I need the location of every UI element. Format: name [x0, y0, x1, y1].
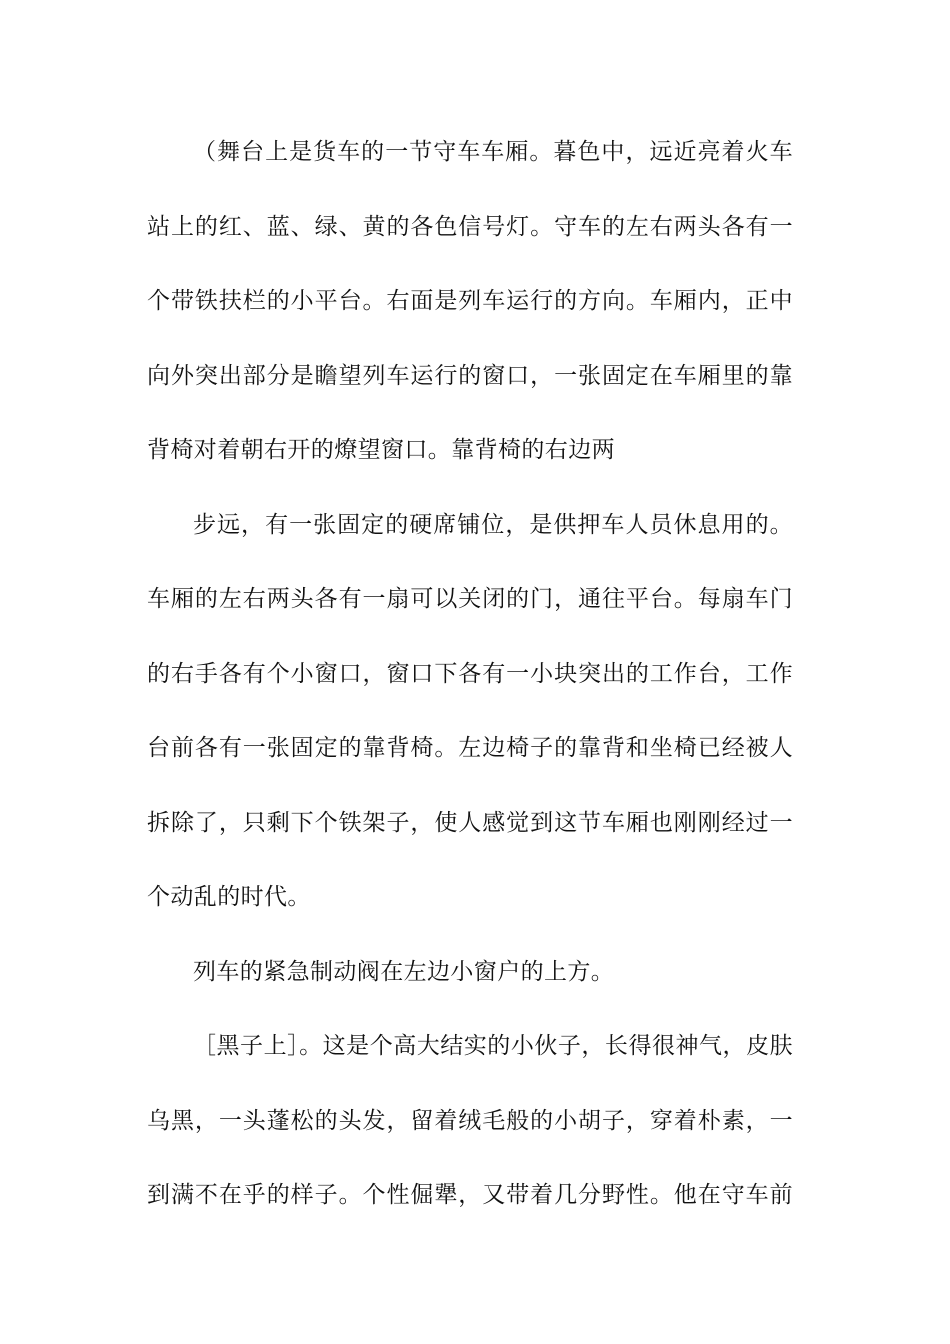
text-line-9: 台前各有一张固定的靠背椅。左边椅子的靠背和坐椅已经被人: [147, 735, 793, 761]
text-line-2: 站上的红、蓝、绿、黄的各色信号灯。守车的左右两头各有一: [147, 213, 793, 240]
text-line-3: 个带铁扶栏的小平台。右面是列车运行的方向。车厢内，正中: [147, 288, 793, 314]
text-line-15: 到满不在乎的样子。个性倔犟，又带着几分野性。他在守车前: [147, 1182, 793, 1208]
text-line-11: 个动乱的时代。: [147, 884, 311, 910]
text-line-1: （舞台上是货车的一节守车车厢。暮色中，远近亮着火车: [193, 139, 793, 165]
text-line-4: 向外突出部分是瞻望列车运行的窗口，一张固定在车厢里的靠: [147, 362, 793, 389]
text-line-7: 车厢的左右两头各有一扇可以关闭的门，通往平台。每扇车门: [147, 586, 793, 612]
text-line-6: 步远，有一张固定的硬席铺位，是供押车人员休息用的。: [193, 511, 793, 538]
text-line-5: 背椅对着朝右开的燎望窗口。靠背椅的右边两: [147, 437, 615, 463]
text-line-14: 乌黑，一头蓬松的头发，留着绒毛般的小胡子，穿着朴素，一: [147, 1107, 793, 1134]
text-line-12: 列车的紧急制动阀在左边小窗户的上方。: [193, 958, 615, 985]
text-line-13: ［黑子上］。这是个高大结实的小伙子，长得很神气，皮肤: [193, 1033, 793, 1059]
body-text: [147, 127, 793, 1245]
text-line-8: 的右手各有个小窗口，窗口下各有一小块突出的工作台，工作: [147, 660, 793, 687]
text-line-10: 拆除了，只剩下个铁架子，使人感觉到这节车厢也刚刚经过一: [147, 809, 793, 836]
